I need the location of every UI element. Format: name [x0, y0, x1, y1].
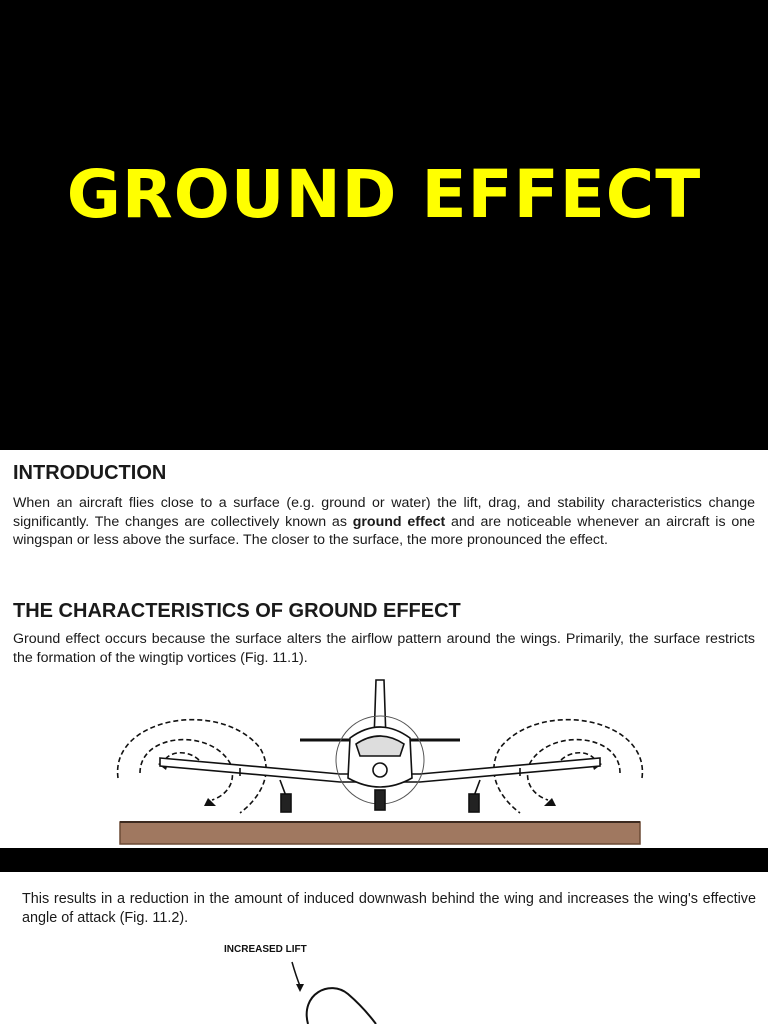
intro-text-part-1: When an aircraft flies close to a surface (e.g. ground or water) the lift, drag, and stability characteristics change significantly. The changes are collectively known as [13, 495, 755, 530]
intro-text-bold: ground effect [352, 513, 446, 530]
figure-increased-lift [230, 954, 430, 1024]
slide-title: GROUND EFFECT [66, 156, 702, 233]
title-band [0, 0, 768, 450]
section-heading-characteristics: THE CHARACTERISTICS OF GROUND EFFECT [13, 600, 461, 622]
ground-surface [120, 822, 640, 844]
increased-lift-label: INCREASED LIFT [224, 944, 307, 955]
page-gap [0, 848, 768, 872]
introduction-paragraph [13, 494, 755, 550]
characteristics-paragraph: Ground effect occurs because the surface alters the airflow pattern around the wings. Primarily, the surface restricts the formation of the wingtip vortices (Fig. 11.1). [13, 631, 755, 666]
section-heading-introduction: INTRODUCTION [13, 462, 167, 484]
figure-wingtip-vortices [100, 678, 660, 848]
downwash-paragraph: This results in a reduction in the amount of induced downwash behind the wing and increases the wing's effective angle of attack (Fig. 11.2). [22, 891, 756, 926]
intro-text-part-2: and are noticeable whenever an aircraft is one wingspan or less above the surface. The closer to the surface, the more pronounced the effect. [13, 513, 756, 548]
document-page [0, 450, 768, 848]
document-page-continued [0, 872, 768, 1024]
